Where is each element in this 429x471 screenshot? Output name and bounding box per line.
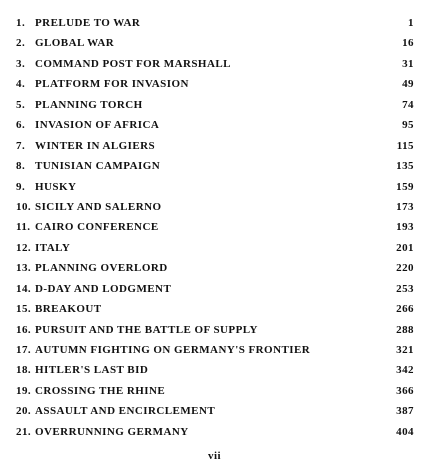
toc-entry xyxy=(16,218,414,238)
toc-entry xyxy=(16,75,414,95)
chapter-number: 21. xyxy=(16,425,32,438)
toc-entry xyxy=(16,96,414,116)
toc-entry xyxy=(16,280,414,300)
page-number: 342 xyxy=(396,364,414,377)
toc-entry xyxy=(16,300,414,320)
chapter-number: 12. xyxy=(16,241,32,254)
page-number: 387 xyxy=(396,405,414,418)
chapter-number: 20. xyxy=(16,405,32,418)
chapter-title: AUTUMN FIGHTING ON GERMANY'S FRONTIER xyxy=(35,344,311,356)
page-number: 49 xyxy=(402,78,414,91)
page-number: 159 xyxy=(396,180,414,193)
page-number: 404 xyxy=(396,425,414,438)
page-number: 95 xyxy=(402,119,414,132)
chapter-number: 2. xyxy=(16,37,26,50)
chapter-number: 1. xyxy=(16,17,26,29)
page-number: 288 xyxy=(396,323,414,336)
toc-entry xyxy=(16,157,414,177)
folio-page-number: vii xyxy=(207,450,222,462)
page-number: 266 xyxy=(396,303,414,316)
page-number: 220 xyxy=(396,262,414,275)
chapter-number: 10. xyxy=(16,200,32,213)
page-number: 74 xyxy=(402,98,414,111)
toc-entry xyxy=(16,178,414,198)
page-number: 366 xyxy=(396,384,414,397)
chapter-title: PLATFORM FOR INVASION xyxy=(35,78,189,91)
chapter-number: 15. xyxy=(16,303,32,316)
toc-entry xyxy=(16,361,414,381)
page-number: 135 xyxy=(396,160,414,173)
chapter-title: PLANNING OVERLORD xyxy=(35,262,168,275)
chapter-number: 13. xyxy=(16,262,32,275)
chapter-title: INVASION OF AFRICA xyxy=(35,119,160,132)
toc-entry xyxy=(16,402,414,422)
page-number: 115 xyxy=(396,139,414,152)
chapter-title: GLOBAL WAR xyxy=(35,37,115,50)
chapter-number: 4. xyxy=(16,78,26,91)
chapter-title: PLANNING TORCH xyxy=(35,98,143,111)
toc-entry xyxy=(16,14,414,34)
toc-entry xyxy=(16,116,414,136)
toc-entry xyxy=(16,55,414,75)
chapter-title: ITALY xyxy=(35,241,71,254)
page-number: 173 xyxy=(396,200,414,213)
chapter-number: 14. xyxy=(16,282,32,295)
chapter-number: 16. xyxy=(16,323,32,336)
page-number: 193 xyxy=(396,221,414,234)
chapter-title: COMMAND POST FOR MARSHALL xyxy=(35,57,231,70)
chapter-number: 9. xyxy=(16,180,26,193)
toc-entry xyxy=(16,34,414,54)
chapter-number: 11. xyxy=(16,221,31,234)
chapter-number: 7. xyxy=(16,139,26,152)
chapter-title: CAIRO CONFERENCE xyxy=(35,221,159,234)
chapter-number: 3. xyxy=(16,57,26,70)
chapter-title: OVERRUNNING GERMANY xyxy=(35,425,189,438)
page-number: 1 xyxy=(408,17,414,29)
chapter-number: 5. xyxy=(16,98,26,111)
page-number: 253 xyxy=(396,282,414,295)
chapter-title: CROSSING THE RHINE xyxy=(35,384,166,397)
chapter-number: 6. xyxy=(16,119,26,132)
chapter-title: TUNISIAN CAMPAIGN xyxy=(35,160,161,173)
chapter-number: 8. xyxy=(16,160,26,173)
toc-entry xyxy=(16,341,414,361)
chapter-title: ASSAULT AND ENCIRCLEMENT xyxy=(35,405,216,418)
chapter-title: HUSKY xyxy=(35,180,77,193)
chapter-title: WINTER IN ALGIERS xyxy=(35,139,156,152)
page-number: 16 xyxy=(402,37,414,50)
chapter-number: 18. xyxy=(16,364,32,377)
toc-entry xyxy=(16,259,414,279)
toc-entry xyxy=(16,321,414,341)
page-number: 321 xyxy=(396,344,414,356)
toc-entry xyxy=(16,198,414,218)
chapter-title: SICILY AND SALERNO xyxy=(35,200,162,213)
chapter-title: PURSUIT AND THE BATTLE OF SUPPLY xyxy=(35,323,258,336)
table-of-contents xyxy=(16,14,414,443)
toc-entry xyxy=(16,239,414,259)
page-number: 201 xyxy=(396,241,414,254)
chapter-title: BREAKOUT xyxy=(35,303,102,316)
page-number: 31 xyxy=(402,57,414,70)
chapter-title: PRELUDE TO WAR xyxy=(35,17,141,29)
chapter-number: 19. xyxy=(16,384,32,397)
chapter-title: HITLER'S LAST BID xyxy=(35,364,149,377)
chapter-number: 17. xyxy=(16,344,32,356)
toc-entry xyxy=(16,137,414,157)
chapter-title: D-DAY AND LODGMENT xyxy=(35,282,172,295)
toc-entry xyxy=(16,382,414,402)
toc-entry xyxy=(16,423,414,443)
